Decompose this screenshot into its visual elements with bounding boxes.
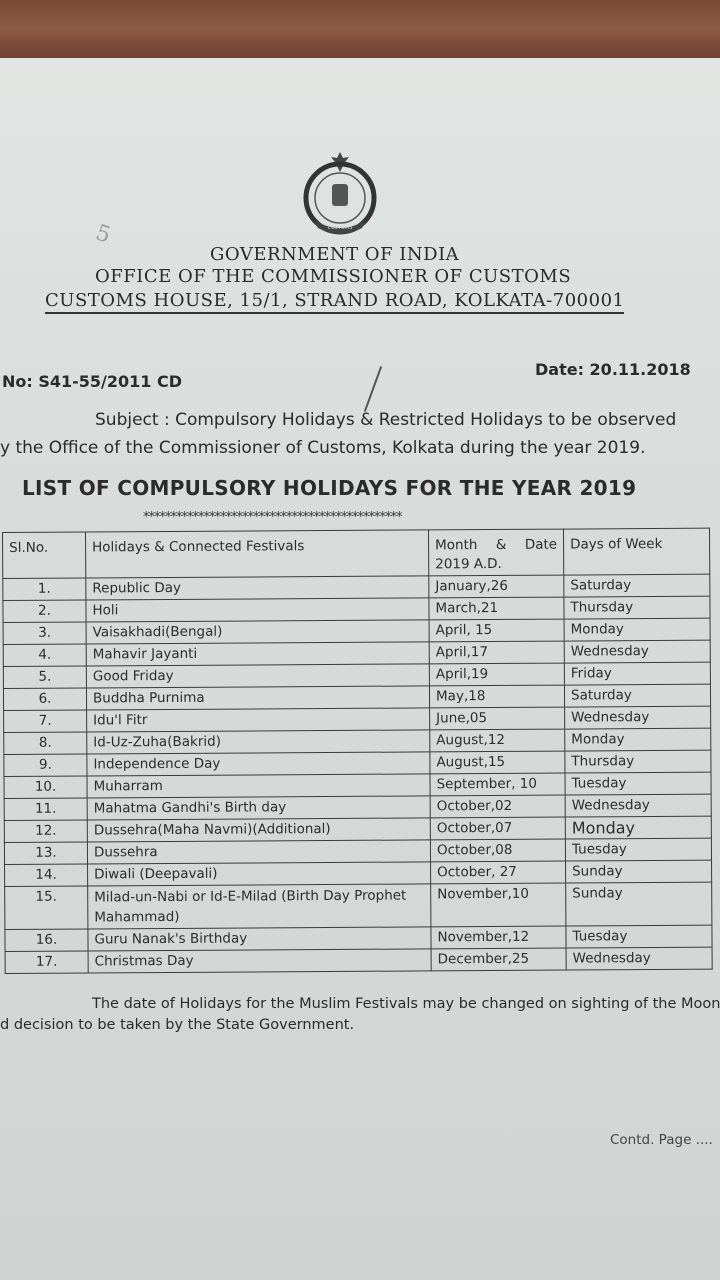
row-sl: 1. (3, 578, 86, 601)
row-sl: 16. (5, 929, 88, 952)
row-holiday: Vaisakhadi(Bengal) (86, 620, 429, 644)
row-holiday: Id-Uz-Zuha(Bakrid) (87, 730, 430, 754)
row-holiday: Good Friday (86, 664, 429, 688)
row-day: Monday (565, 728, 711, 751)
row-date: April,19 (429, 663, 564, 686)
row-holiday: Independence Day (87, 752, 430, 776)
row-sl: 5. (3, 666, 86, 689)
table-row (5, 947, 712, 973)
row-holiday: Dussehra (87, 840, 430, 864)
row-day: Wednesday (565, 706, 711, 729)
holiday-table (2, 528, 713, 974)
row-holiday: Republic Day (86, 576, 429, 600)
row-date: March,21 (429, 597, 564, 620)
header-office: OFFICE OF THE COMMISSIONER OF CUSTOMS (95, 266, 572, 287)
row-day: Tuesday (565, 772, 711, 795)
row-date: August,15 (430, 751, 565, 774)
row-sl: 13. (4, 842, 87, 865)
header-sl-no: Sl.No. (3, 532, 86, 579)
header-year: 2019 A.D. (435, 555, 502, 573)
row-sl: 17. (5, 951, 88, 974)
row-day: Sunday (566, 882, 712, 926)
list-title: LIST OF COMPULSORY HOLIDAYS FOR THE YEAR 2019 (22, 476, 637, 500)
row-day: Tuesday (566, 925, 712, 948)
row-day: Friday (564, 662, 710, 685)
customs-emblem-icon (294, 150, 386, 236)
row-sl: 10. (4, 776, 87, 799)
row-sl: 3. (3, 622, 86, 645)
row-date: November,10 (431, 883, 566, 927)
row-date: January,26 (429, 575, 564, 598)
row-date: June,05 (430, 707, 565, 730)
row-date: April,17 (429, 641, 564, 664)
header-month-date (428, 529, 563, 576)
row-day: Thursday (564, 596, 710, 619)
row-day: Thursday (565, 750, 711, 773)
header-day-of-week: Days of Week (563, 528, 709, 575)
footnote-line-1: The date of Holidays for the Muslim Festivals may be changed on sighting of the Moon (92, 996, 720, 1012)
row-day: Tuesday (565, 838, 711, 861)
row-holiday: Mahavir Jayanti (86, 642, 429, 666)
row-date: November,12 (431, 926, 566, 949)
row-date: October,08 (430, 839, 565, 862)
margin-mark: 5 (92, 220, 114, 249)
row-date: October,02 (430, 795, 565, 818)
subject-line-2: y the Office of the Commissioner of Customs, Kolkata during the year 2019. (0, 438, 646, 458)
header-amp: & (495, 536, 507, 553)
row-day: Sunday (566, 860, 712, 883)
header-address: CUSTOMS HOUSE, 15/1, STRAND ROAD, KOLKATA-700001 (45, 290, 624, 314)
table-header-row (3, 528, 710, 578)
row-sl: 2. (3, 600, 86, 623)
footnote-line-2: d decision to be taken by the State Government. (0, 1017, 355, 1033)
row-sl: 8. (4, 732, 87, 755)
row-holiday: Christmas Day (88, 949, 431, 973)
row-date: October,07 (430, 817, 565, 840)
row-holiday: Diwali (Deepavali) (88, 862, 431, 886)
row-holiday: Milad-un-Nabi or Id-E-Milad (Birth Day Prophet Mahammad) (88, 884, 431, 929)
wooden-table-edge (0, 0, 720, 62)
row-holiday: Buddha Purnima (86, 686, 429, 710)
row-date: May,18 (429, 685, 564, 708)
header-date: Date (524, 536, 558, 553)
row-date: September, 10 (430, 773, 565, 796)
row-day: Saturday (564, 684, 710, 707)
row-holiday: Idu'l Fitr (87, 708, 430, 732)
row-holiday: Muharram (87, 774, 430, 798)
row-date: August,12 (430, 729, 565, 752)
row-sl: 4. (3, 644, 86, 667)
row-sl: 6. (3, 688, 86, 711)
row-sl: 15. (5, 886, 88, 930)
row-sl: 11. (4, 798, 87, 821)
row-date: October, 27 (431, 861, 566, 884)
svg-text:CUSTOMS: CUSTOMS (327, 225, 353, 231)
row-holiday: Mahatma Gandhi's Birth day (87, 796, 430, 820)
row-sl: 14. (5, 864, 88, 887)
row-day: Wednesday (564, 640, 710, 663)
row-day: Wednesday (565, 794, 711, 817)
row-holiday: Dussehra(Maha Navmi)(Additional) (87, 818, 430, 842)
row-day: Wednesday (566, 947, 712, 970)
header-month: Month (435, 537, 478, 554)
row-date: April, 15 (429, 619, 564, 642)
row-holiday: Guru Nanak's Birthday (88, 927, 431, 951)
row-day: Saturday (564, 574, 710, 597)
star-divider: *********************************************** (143, 510, 402, 525)
row-sl: 12. (4, 820, 87, 843)
row-day: Monday (564, 618, 710, 641)
issue-date: Date: 20.11.2018 (535, 360, 691, 379)
row-sl: 7. (4, 710, 87, 733)
row-day: Monday (565, 816, 711, 839)
header-holidays: Holidays & Connected Festivals (86, 530, 429, 578)
row-date: December,25 (431, 948, 566, 971)
reference-number: No: S41-55/2011 CD (2, 372, 183, 391)
table-row (5, 882, 712, 929)
row-holiday: Holi (86, 598, 429, 622)
header-government: GOVERNMENT OF INDIA (210, 244, 460, 265)
subject-line-1: Subject : Compulsory Holidays & Restricted Holidays to be observed (95, 410, 677, 430)
row-sl: 9. (4, 754, 87, 777)
continued-page-note: Contd. Page .... (610, 1132, 713, 1148)
